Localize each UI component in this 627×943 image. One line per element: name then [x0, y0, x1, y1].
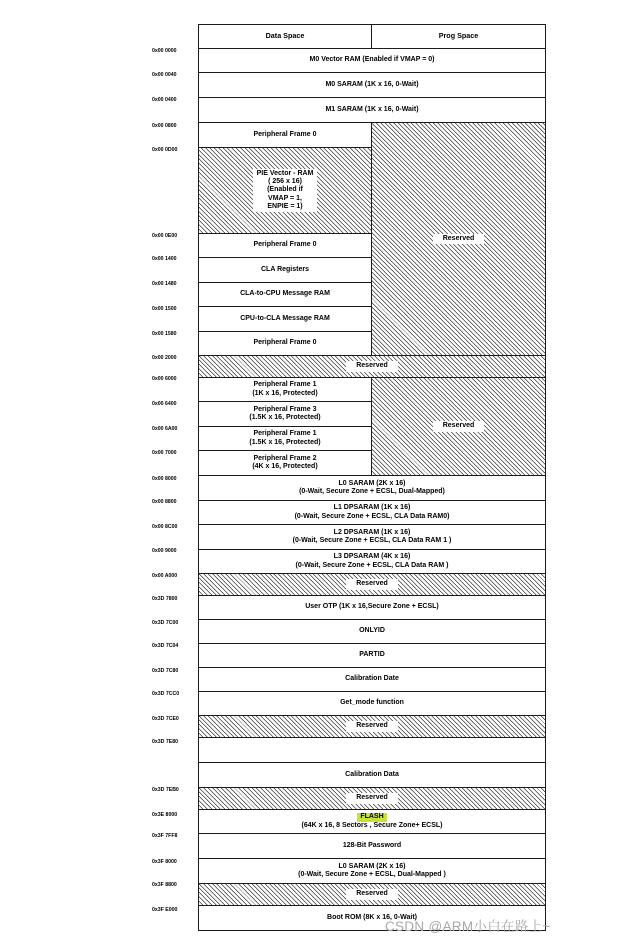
- watermark: CSDN @ARM小白在路上~: [385, 919, 551, 934]
- blank-block: [198, 737, 546, 763]
- calibration-date-block: Calibration Date: [198, 667, 546, 692]
- peripheral-frame-3-block: Peripheral Frame 3 (1.5K x 16, Protected): [198, 401, 372, 427]
- peripheral-frame-0-block: Peripheral Frame 0: [198, 122, 372, 148]
- address-label: 0x00 0400: [152, 97, 177, 103]
- address-label: 0x00 6000: [152, 376, 177, 382]
- reserved-prog-block: Reserved: [371, 377, 546, 476]
- flash-block: [198, 809, 546, 834]
- l0-saram-block: L0 SARAM (2K x 16) (0-Wait, Secure Zone + ECSL, Dual-Mapped ): [198, 858, 546, 884]
- peripheral-frame-0-block: Peripheral Frame 0: [198, 233, 372, 258]
- address-label: 0x3F 7FF8: [152, 833, 178, 839]
- peripheral-frame-1-block: Peripheral Frame 1 (1.5K x 16, Protected): [198, 426, 372, 451]
- address-label: 0x00 1400: [152, 256, 177, 262]
- l2-dpsaram-block: L2 DPSARAM (1K x 16) (0-Wait, Secure Zone + ECSL, CLA Data RAM 1 ): [198, 524, 546, 550]
- address-label: 0x00 0000: [152, 48, 177, 54]
- address-label: 0x3D 7CE0: [152, 716, 179, 722]
- address-label: 0x3D 7CC0: [152, 691, 180, 697]
- address-label: 0x00 1500: [152, 306, 177, 312]
- address-label: 0x00 0800: [152, 123, 177, 129]
- address-label: 0x3D 7800: [152, 596, 178, 602]
- get-mode-function-block: Get_mode function: [198, 691, 546, 716]
- user-otp-block: User OTP (1K x 16,Secure Zone + ECSL): [198, 595, 546, 620]
- address-label: 0x3F 8800: [152, 882, 177, 888]
- address-label: 0x00 0040: [152, 72, 177, 78]
- boot-rom-block: Boot ROM (8K x 16, 0-Wait): [198, 905, 546, 931]
- data-space-header: Data Space: [198, 24, 372, 49]
- address-label: 0x3F 8000: [152, 859, 177, 865]
- address-label: 0x00 8800: [152, 499, 177, 505]
- peripheral-frame-0-block: Peripheral Frame 0: [198, 331, 372, 356]
- password-block: 128-Bit Password: [198, 833, 546, 859]
- onlyid-block: ONLYID: [198, 619, 546, 644]
- m0-vector-ram-block: M0 Vector RAM (Enabled if VMAP = 0): [198, 48, 546, 73]
- cla-to-cpu-message-ram-block: CLA-to-CPU Message RAM: [198, 282, 372, 307]
- address-label: 0x00 6A00: [152, 426, 178, 432]
- reserved-block: Reserved: [198, 715, 546, 738]
- address-label: 0x3D 7C04: [152, 643, 179, 649]
- address-label: 0x00 8C00: [152, 524, 178, 530]
- reserved-block: Reserved: [198, 355, 546, 378]
- l0-saram-block: L0 SARAM (2K x 16) (0-Wait, Secure Zone + ECSL, Dual-Mapped): [198, 475, 546, 501]
- address-label: 0x3D 7C00: [152, 620, 179, 626]
- address-label: 0x00 7000: [152, 450, 177, 456]
- partid-block: PARTID: [198, 643, 546, 668]
- address-label: 0x00 0E00: [152, 233, 178, 239]
- l3-dpsaram-block: L3 DPSARAM (4K x 16) (0-Wait, Secure Zone + ECSL, CLA Data RAM ): [198, 549, 546, 574]
- reserved-prog-block: Reserved: [371, 122, 546, 356]
- cla-registers-block: CLA Registers: [198, 257, 372, 283]
- flash-detail: (64K x 16, 8 Sectors , Secure Zone+ ECSL): [301, 821, 443, 829]
- address-label: 0x00 8000: [152, 476, 177, 482]
- address-label: 0x00 A000: [152, 573, 178, 579]
- pie-vector-ram-block: PIE Vector - RAM ( 256 x 16) (Enabled if VMAP = 1, ENPIE = 1): [198, 147, 372, 234]
- reserved-block: Reserved: [198, 573, 546, 596]
- cpu-to-cla-message-ram-block: CPU-to-CLA Message RAM: [198, 306, 372, 332]
- calibration-data-block: Calibration Data: [198, 762, 546, 788]
- address-label: 0x3D 7C80: [152, 668, 179, 674]
- address-label: 0x00 1480: [152, 281, 177, 287]
- address-label: 0x00 6400: [152, 401, 177, 407]
- reserved-block: Reserved: [198, 787, 546, 810]
- peripheral-frame-2-block: Peripheral Frame 2 (4K x 16, Protected): [198, 450, 372, 476]
- address-label: 0x00 2000: [152, 355, 177, 361]
- address-label: 0x3E 8000: [152, 812, 178, 818]
- prog-space-header: Prog Space: [371, 24, 546, 49]
- address-label: 0x3D 7E80: [152, 739, 178, 745]
- m0-saram-block: M0 SARAM (1K x 16, 0-Wait): [198, 72, 546, 98]
- address-label: 0x00 1580: [152, 331, 177, 337]
- address-label: 0x00 0D00: [152, 147, 178, 153]
- address-label: 0x3D 7EB0: [152, 787, 179, 793]
- reserved-block: Reserved: [198, 883, 546, 906]
- address-label: 0x3F E000: [152, 907, 178, 913]
- l1-dpsaram-block: L1 DPSARAM (1K x 16) (0-Wait, Secure Zone + ECSL, CLA Data RAM0): [198, 500, 546, 525]
- m1-saram-block: M1 SARAM (1K x 16, 0-Wait): [198, 97, 546, 123]
- peripheral-frame-1-block: Peripheral Frame 1 (1K x 16, Protected): [198, 377, 372, 402]
- address-label: 0x00 9000: [152, 548, 177, 554]
- flash-title: FLASH: [357, 813, 386, 821]
